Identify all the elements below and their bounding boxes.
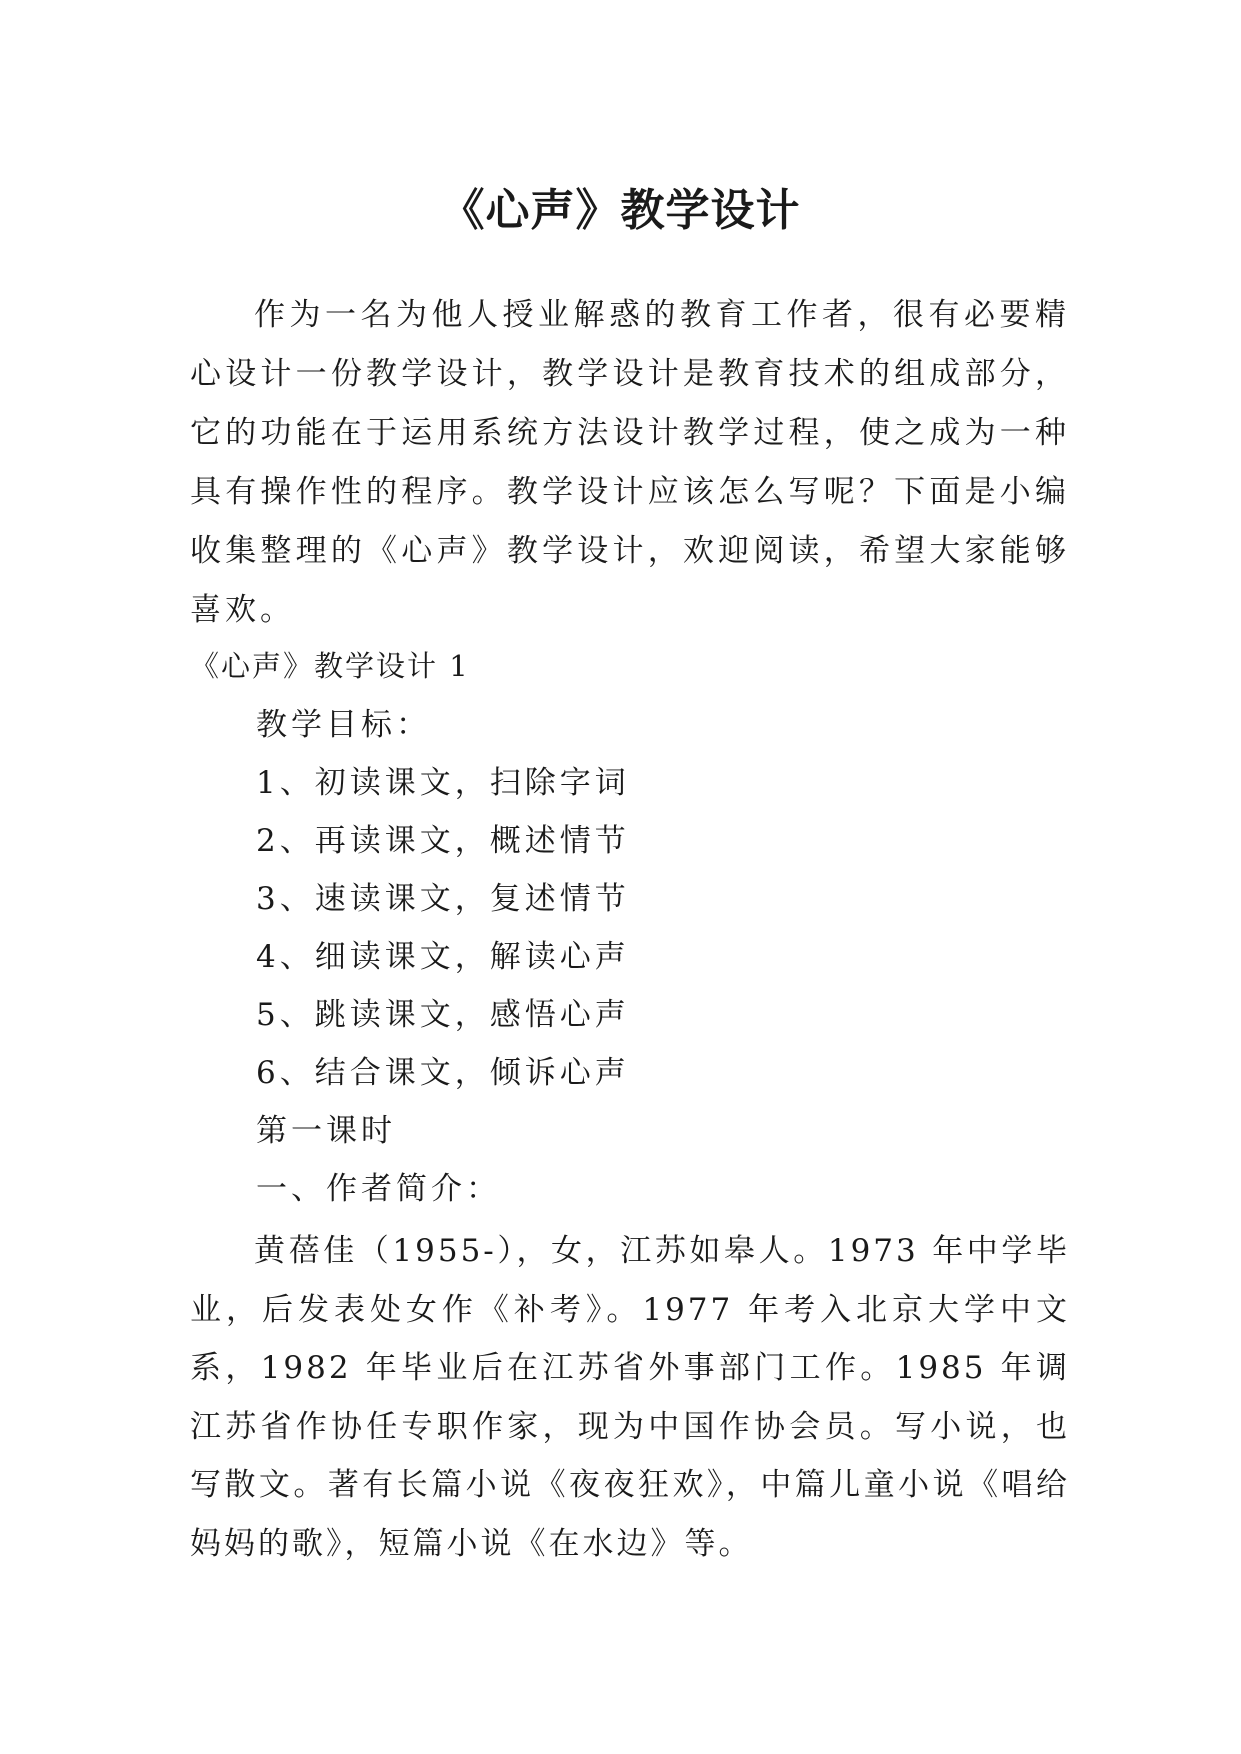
- objectives-heading: 教学目标：: [256, 707, 431, 743]
- document-title: 《心声》教学设计: [440, 185, 801, 237]
- author-heading: 一、作者简介：: [256, 1171, 501, 1207]
- lesson-heading: 第一课时: [256, 1113, 396, 1149]
- author-bio-paragraph: 黄蓓佳（1955-），女，江苏如皋人。1973 年中学毕业，后发表处女作《补考》。1977 年考入北京大学中文系，1982 年毕业后在江苏省外事部门工作。1985 年调江苏省作协任专职作家，现为中国作协会员。写小说，也写散文。著有长篇小说《夜夜狂欢》，中篇儿童小说《唱给妈妈的歌》，短篇小说《在水边》等。: [190, 1233, 1070, 1562]
- list-item: 3、速读课文，复述情节: [256, 881, 630, 917]
- list-item: 2、再读课文，概述情节: [256, 823, 630, 859]
- list-item: 6、结合课文，倾诉心声: [256, 1055, 630, 1091]
- section-heading: 《心声》教学设计 1: [190, 649, 470, 683]
- list-item: 5、跳读课文，感悟心声: [256, 997, 630, 1033]
- list-item: 4、细读课文，解读心声: [256, 939, 630, 975]
- list-item: 1、初读课文，扫除字词: [256, 765, 630, 801]
- intro-paragraph: 作为一名为他人授业解惑的教育工作者，很有必要精心设计一份教学设计，教学设计是教育技术的组成部分，它的功能在于运用系统方法设计教学过程，使之成为一种具有操作性的程序。教学设计应该怎么写呢？下面是小编收集整理的《心声》教学设计，欢迎阅读，希望大家能够喜欢。: [190, 297, 1070, 628]
- objectives-list: [256, 696, 630, 1218]
